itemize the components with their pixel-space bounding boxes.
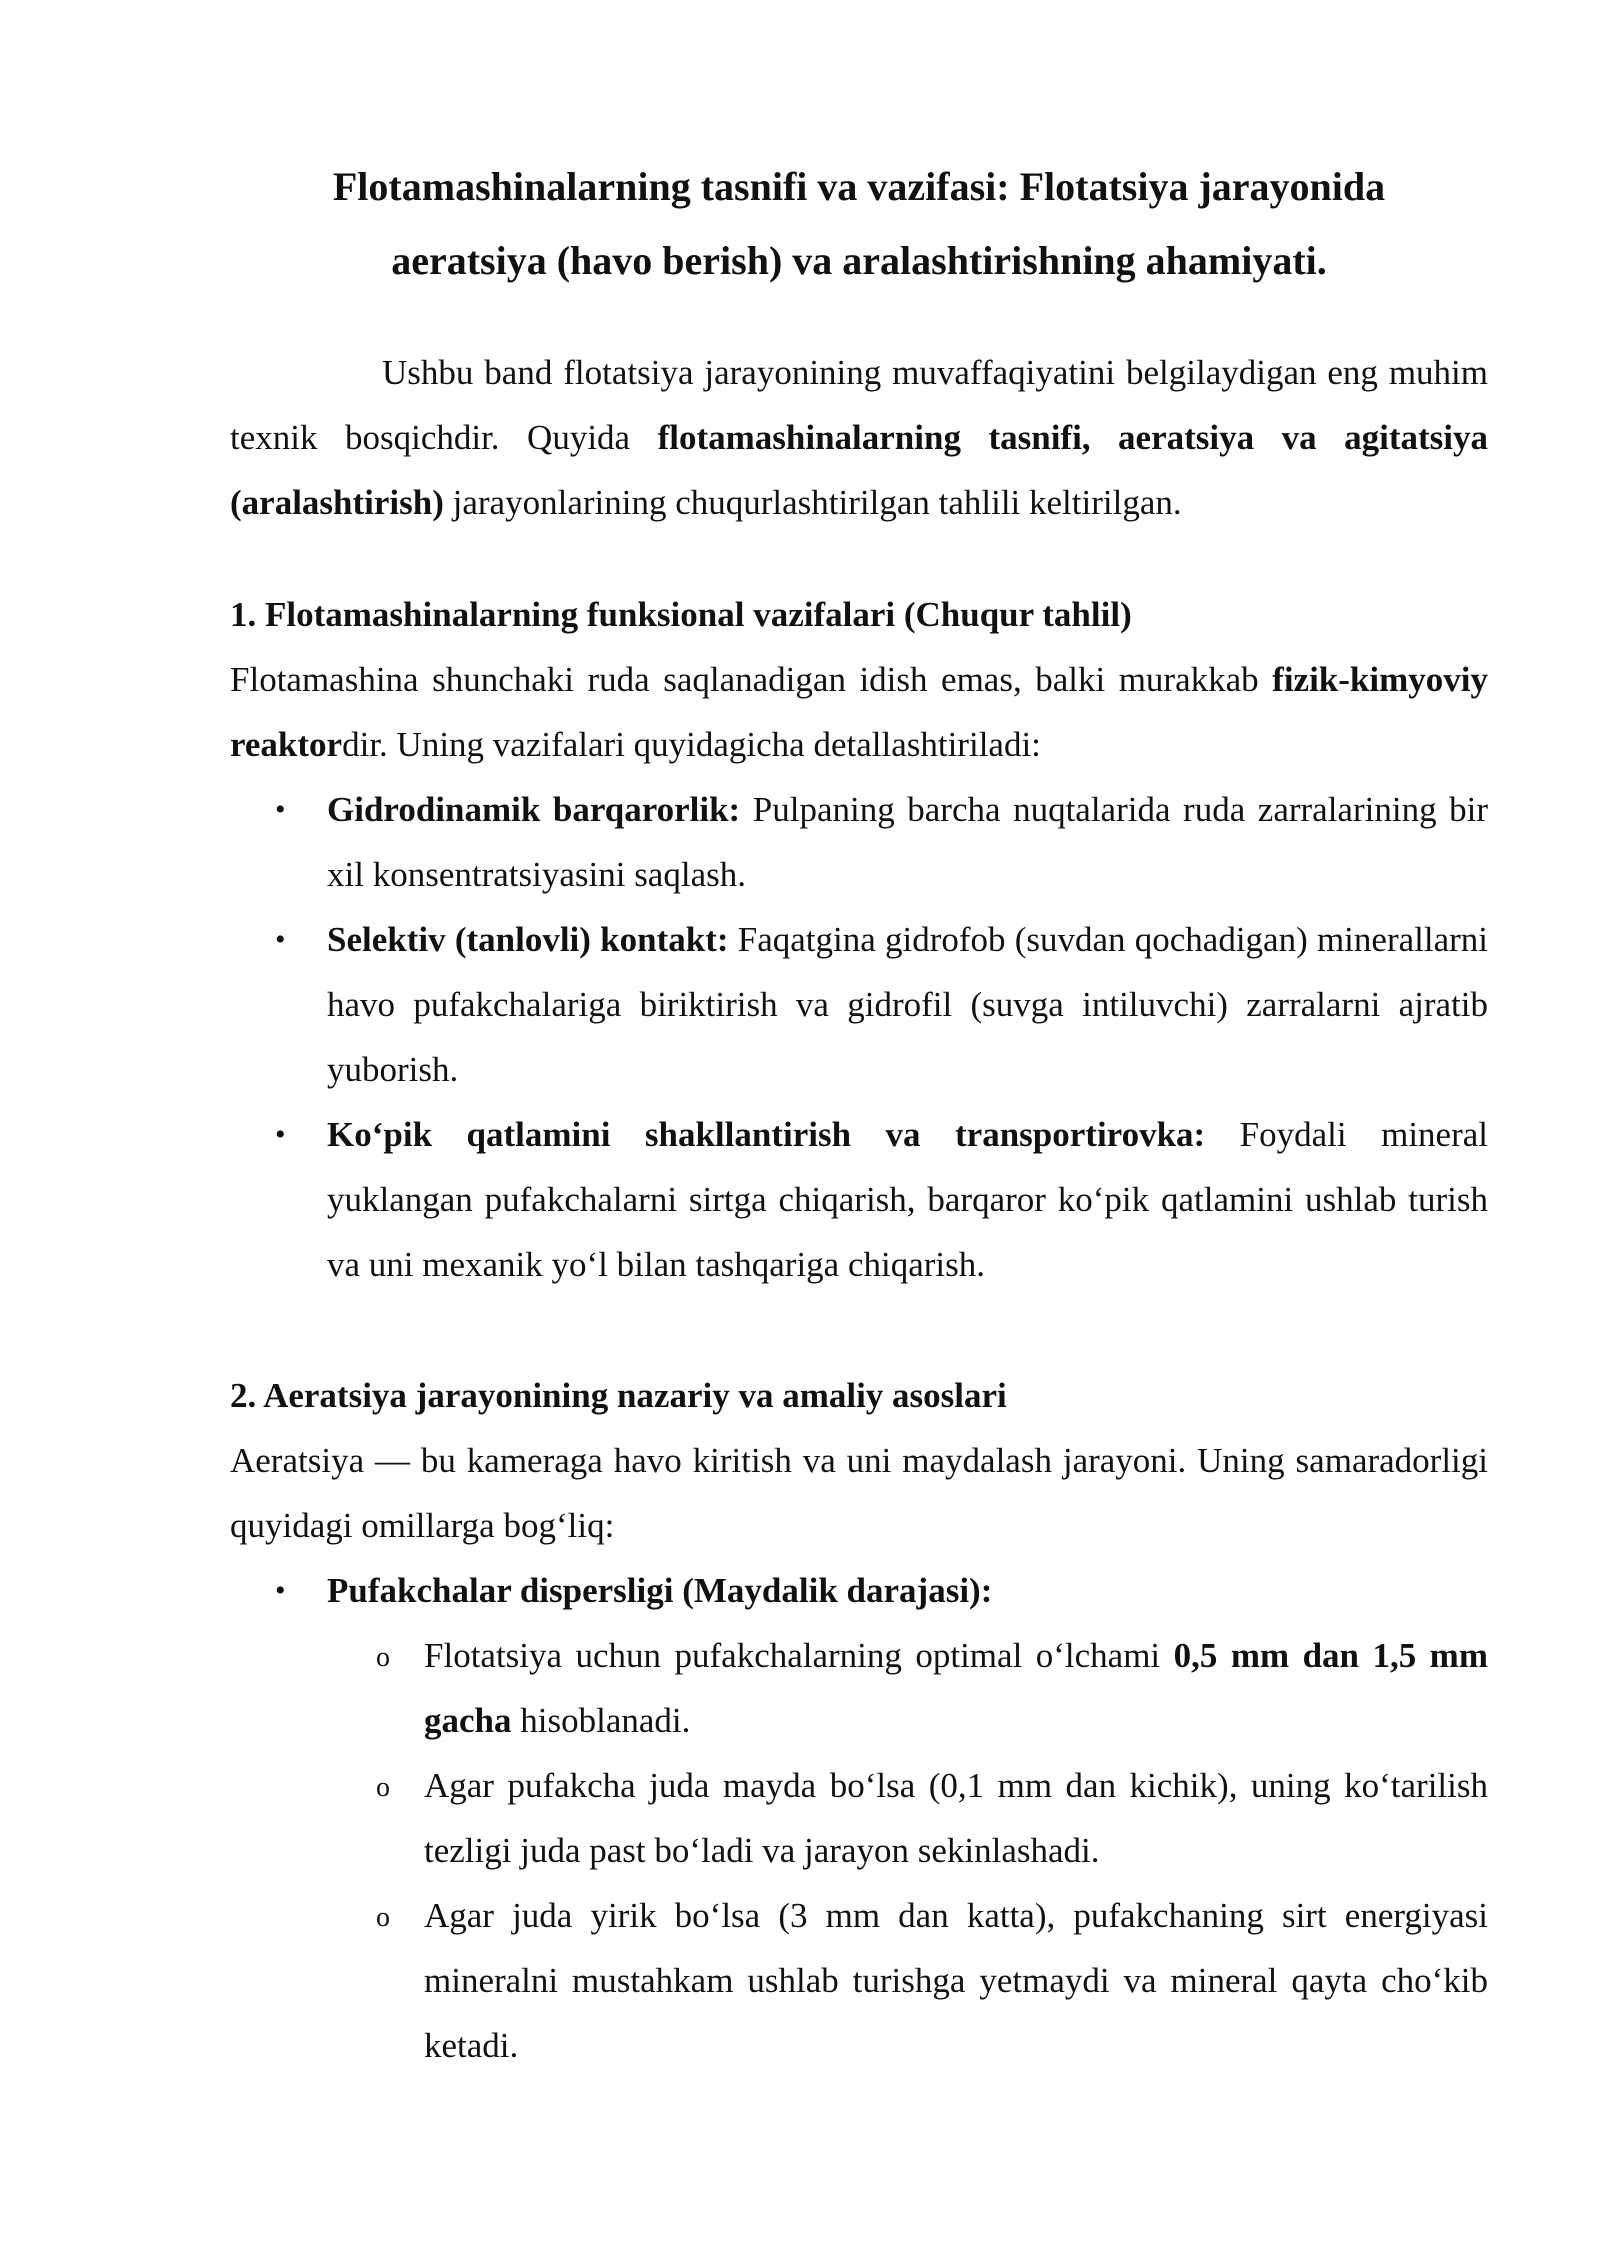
title-line-2: aeratsiya (havo berish) va aralashtirishning ahamiyati. [391,238,1327,283]
list-item-title: Ko‘pik qatlamini shakllantirish va transportirovka: [327,1115,1206,1154]
intro-paragraph [230,340,1488,535]
list-item [275,777,1488,907]
document-body [230,150,1488,2078]
sub-list-item [376,1883,1488,2078]
list-item-title: Pufakchalar dispersligi (Maydalik darajasi): [327,1571,993,1610]
section-2-sub-list [230,1623,1488,2078]
section-2-heading: 2. Aeratsiya jarayonining nazariy va amaliy asoslari [230,1376,1007,1415]
section-2-bullet-list [230,1558,1488,1623]
sub-list-item [376,1753,1488,1883]
section-1-text-1: Flotamashina shunchaki ruda saqlanadigan idish emas, balki murakkab [230,660,1273,699]
list-item [275,1558,1488,1623]
sub-item-text-1: Agar pufakcha juda mayda bo‘lsa (0,1 mm dan kichik), uning ko‘tarilish tezligi juda past bo‘ladi va jarayon sekinlashadi. [424,1766,1488,1870]
section-1-text-2: dir. Uning vazifalari quyidagicha detallashtiriladi: [342,725,1041,764]
sub-item-bold: 0,5 mm dan 1,5 mm gacha [424,1636,1488,1740]
sub-bullet-marker: o [376,1642,390,1673]
sub-bullet-marker: o [376,1902,390,1933]
list-item-text: Pulpaning barcha nuqtalarida ruda zarralarining bir xil konsentratsiyasini saqlash. [327,790,1488,894]
sub-item-text-1: Agar juda yirik bo‘lsa (3 mm dan katta), pufakchaning sirt energiyasi mineralni mustahkam ushlab turishga yetmaydi va mineral qayta cho‘kib ketadi. [424,1896,1488,2065]
intro-text-1: Ushbu band flotatsiya jarayonining muvaffaqiyatini belgilaydigan eng muhim texnik bosqichdir. Quyida [230,353,1488,457]
title-line-1: Flotamashinalarning tasnifi va vazifasi: Flotatsiya jarayonida [332,164,1386,209]
bullet-marker: • [275,1118,286,1151]
bullet-marker: • [275,793,286,826]
intro-text-2: jarayonlarining chuqurlashtirilgan tahlili keltirilgan. [443,483,1182,522]
list-item [275,907,1488,1102]
section-1-paragraph [230,647,1488,777]
bullet-marker: • [275,1574,286,1607]
sub-list-item [376,1623,1488,1753]
section-2-paragraph: Aeratsiya — bu kameraga havo kiritish va uni maydalash jarayoni. Uning samaradorligi quyidagi omillarga bog‘liq: [230,1441,1488,1545]
section-1-bold: fizik-kimyoviy reaktor [230,660,1488,764]
list-item-text: Foydali mineral yuklangan pufakchalarni sirtga chiqarish, barqaror ko‘pik qatlamini ushlab turish va uni mexanik yo‘l bilan tashqariga chiqarish. [327,1115,1488,1284]
sub-bullet-marker: o [376,1772,390,1803]
list-item [275,1102,1488,1297]
intro-bold: flotamashinalarning tasnifi, aeratsiya va agitatsiya (aralashtirish) [230,418,1488,522]
section-1-heading: 1. Flotamashinalarning funksional vazifalari (Chuqur tahlil) [230,595,1132,634]
section-1-bullet-list [230,777,1488,1297]
sub-item-text-2: hisoblanadi. [511,1701,691,1740]
list-item-text: Faqatgina gidrofob (suvdan qochadigan) minerallarni havo pufakchalariga biriktirish va gidrofil (suvga intiluvchi) zarralarni ajratib yuborish. [327,920,1488,1089]
list-item-title: Gidrodinamik barqarorlik: [327,790,741,829]
sub-item-text-1: Flotatsiya uchun pufakchalarning optimal o‘lchami [424,1636,1174,1675]
bullet-marker: • [275,923,286,956]
list-item-title: Selektiv (tanlovli) kontakt: [327,920,729,959]
document-title [230,150,1488,298]
